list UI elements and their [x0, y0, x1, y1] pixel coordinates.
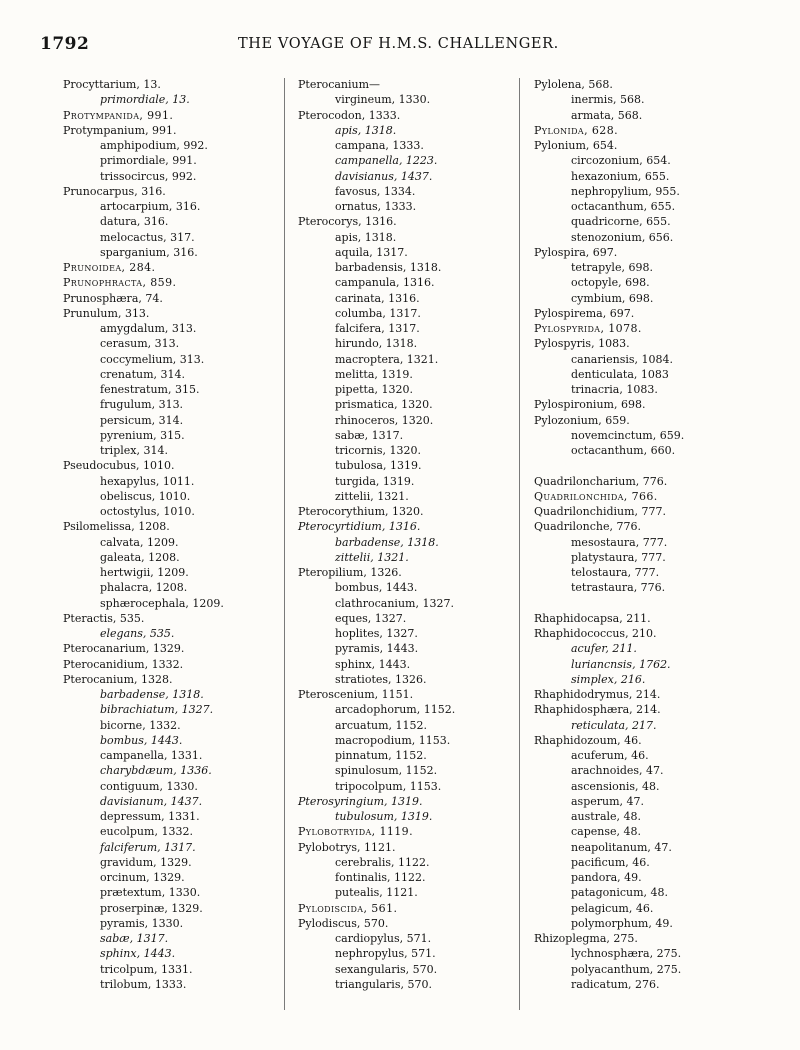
index-subentry: acufer, 211.	[571, 642, 637, 656]
index-subentry: campana, 1333.	[335, 139, 424, 152]
running-title: THE VOYAGE OF H.M.S. CHALLENGER.	[238, 36, 559, 52]
index-subentry: elegans, 535.	[100, 627, 175, 640]
index-subentry: tetrapyle, 698.	[571, 261, 653, 274]
index-subentry: aquila, 1317.	[335, 245, 408, 259]
index-subentry: rhinoceros, 1320.	[335, 413, 434, 427]
index-subentry: novemcinctum, 659.	[571, 428, 685, 442]
index-subentry: contiguum, 1330.	[100, 779, 198, 793]
column-divider	[284, 78, 285, 1010]
index-subentry: bombus, 1443.	[100, 733, 183, 747]
index-subentry: pandora, 49.	[571, 871, 642, 884]
index-subentry: prismatica, 1320.	[335, 398, 433, 412]
index-entry: Pterocyrtidium, 1316.	[298, 520, 421, 534]
index-subentry: hoplites, 1327.	[335, 627, 418, 640]
index-subentry: campanella, 1223.	[335, 154, 438, 168]
index-subentry: pinnatum, 1152.	[335, 749, 427, 762]
letter-section-gap	[534, 458, 764, 473]
index-subentry: bicorne, 1332.	[100, 718, 181, 732]
index-subentry: falcifera, 1317.	[335, 322, 420, 335]
index-entry: Pterocorythium, 1320.	[298, 505, 424, 518]
index-column-3	[534, 77, 764, 992]
index-entry: Pseudocubus, 1010.	[63, 459, 175, 473]
index-subentry: galeata, 1208.	[100, 550, 180, 564]
index-subentry: persicum, 314.	[100, 413, 184, 427]
index-subentry: circozonium, 654.	[571, 154, 671, 168]
index-subentry: nephropylus, 571.	[335, 947, 436, 961]
index-entry: Quadrilonchida, 766.	[534, 489, 658, 503]
index-subentry: asperum, 47.	[571, 794, 645, 808]
index-subentry: primordiale, 991.	[100, 154, 197, 168]
index-entry: Pylobotrys, 1121.	[298, 840, 396, 854]
index-entry: Prunulum, 313.	[63, 306, 150, 320]
index-subentry: trissocircus, 992.	[100, 169, 197, 183]
index-subentry: inermis, 568.	[571, 93, 645, 107]
index-entry: Pylodiscida, 561.	[298, 901, 398, 915]
index-subentry: sphinx, 1443.	[335, 657, 411, 671]
index-subentry: simplex, 216.	[571, 672, 646, 686]
index-subentry: pyramis, 1443.	[335, 642, 419, 656]
index-entry: Rhaphidosphæra, 214.	[534, 703, 661, 717]
index-subentry: phalacra, 1208.	[100, 581, 188, 595]
index-subentry: gravidum, 1329.	[100, 855, 192, 869]
index-column-2	[298, 77, 503, 992]
index-subentry: artocarpium, 316.	[100, 200, 201, 213]
index-entry: Pterocodon, 1333.	[298, 108, 401, 122]
index-entry: Pylonium, 654.	[534, 139, 618, 152]
index-subentry: patagonicum, 48.	[571, 886, 669, 900]
index-entry: Pterocorys, 1316.	[298, 215, 397, 229]
index-subentry: davisianum, 1437.	[100, 794, 203, 808]
index-subentry: arachnoides, 47.	[571, 764, 664, 778]
index-subentry: bibrachiatum, 1327.	[100, 703, 214, 717]
index-entry: Prunosphæra, 74.	[63, 291, 163, 305]
index-subentry: triangularis, 570.	[335, 977, 432, 991]
index-entry: Rhaphidozoum, 46.	[534, 733, 642, 747]
page-number: 1792	[40, 34, 90, 54]
index-subentry: tricornis, 1320.	[335, 444, 421, 457]
index-entry: Rhaphidocapsa, 211.	[534, 611, 651, 625]
index-subentry: tricolpum, 1331.	[100, 962, 193, 976]
index-subentry: primordiale, 13.	[100, 93, 190, 107]
index-subentry: spinulosum, 1152.	[335, 764, 438, 778]
index-subentry: cymbium, 698.	[571, 291, 654, 305]
index-subentry: octacanthum, 655.	[571, 200, 676, 213]
index-entry: Pylozonium, 659.	[534, 413, 630, 427]
index-subentry: trinacria, 1083.	[571, 383, 658, 396]
index-subentry: macroptera, 1321.	[335, 352, 439, 366]
index-entry: Prunocarpus, 316.	[63, 184, 166, 198]
index-subentry: eucolpum, 1332.	[100, 825, 193, 839]
index-subentry: cerasum, 313.	[100, 337, 180, 351]
index-entry: Procyttarium, 13.	[63, 78, 161, 91]
index-entry: Pylonida, 628.	[534, 123, 618, 137]
index-subentry: polymorphum, 49.	[571, 916, 673, 930]
index-entry: Psilomelissa, 1208.	[63, 520, 170, 534]
index-entry: Protympanida, 991.	[63, 108, 174, 122]
index-subentry: columba, 1317.	[335, 306, 421, 320]
index-subentry: acuferum, 46.	[571, 749, 649, 762]
index-subentry: carinata, 1316.	[335, 291, 420, 305]
index-subentry: melitta, 1319.	[335, 367, 413, 381]
index-subentry: hexazonium, 655.	[571, 169, 670, 183]
index-subentry: barbadense, 1318.	[100, 688, 204, 701]
index-entry: Pterocanium, 1328.	[63, 672, 173, 686]
index-subentry: datura, 316.	[100, 215, 169, 229]
index-entry: Quadrilonchidium, 777.	[534, 505, 667, 518]
index-subentry: crenatum, 314.	[100, 367, 185, 381]
index-subentry: sabæ, 1317.	[100, 932, 169, 945]
index-subentry: amygdalum, 313.	[100, 322, 197, 335]
index-subentry: stratiotes, 1326.	[335, 672, 427, 686]
index-subentry: apis, 1318.	[335, 230, 397, 244]
index-entry: Pylospironium, 698.	[534, 398, 646, 412]
index-subentry: platystaura, 777.	[571, 550, 666, 564]
index-subentry: telostaura, 777.	[571, 566, 660, 579]
index-entry: Pylodiscus, 570.	[298, 916, 389, 930]
index-subentry: canariensis, 1084.	[571, 352, 674, 366]
index-subentry: sphinx, 1443.	[100, 947, 176, 961]
index-subentry: charybdæum, 1336.	[100, 764, 212, 778]
index-entry: Quadrilonche, 776.	[534, 520, 641, 534]
index-entry: Pylospyris, 1083.	[534, 337, 630, 351]
index-subentry: fenestratum, 315.	[100, 383, 200, 396]
column-divider	[519, 78, 520, 1010]
index-entry: Pteractis, 535.	[63, 611, 145, 625]
index-subentry: macropodium, 1153.	[335, 733, 451, 747]
index-subentry: neapolitanum, 47.	[571, 840, 672, 854]
index-subentry: amphipodium, 992.	[100, 139, 208, 152]
index-entry: Rhaphidococcus, 210.	[534, 627, 657, 640]
index-subentry: radicatum, 276.	[571, 977, 660, 991]
index-subentry: virgineum, 1330.	[335, 93, 431, 107]
index-subentry: reticulata, 217.	[571, 718, 657, 732]
index-subentry: cerebralis, 1122.	[335, 855, 430, 869]
index-subentry: calvata, 1209.	[100, 535, 179, 549]
index-subentry: pipetta, 1320.	[335, 383, 413, 396]
index-subentry: fontinalis, 1122.	[335, 871, 426, 884]
index-subentry: apis, 1318.	[335, 123, 397, 137]
index-subentry: proserpinæ, 1329.	[100, 901, 203, 915]
index-subentry: hexapylus, 1011.	[100, 474, 195, 488]
index-subentry: eques, 1327.	[335, 611, 407, 625]
index-subentry: turgida, 1319.	[335, 474, 415, 488]
index-subentry: mesostaura, 777.	[571, 535, 668, 549]
index-subentry: hirundo, 1318.	[335, 337, 418, 351]
index-subentry: barbadensis, 1318.	[335, 261, 442, 274]
index-subentry: coccymelium, 313.	[100, 352, 205, 366]
index-subentry: quadricorne, 655.	[571, 215, 671, 229]
index-subentry: tubulosum, 1319.	[335, 810, 433, 823]
letter-section-gap	[534, 596, 764, 611]
index-subentry: nephropylium, 955.	[571, 184, 680, 198]
index-subentry: sabæ, 1317.	[335, 428, 404, 442]
index-subentry: luriancnsis, 1762.	[571, 657, 671, 671]
index-subentry: pyrenium, 315.	[100, 428, 185, 442]
index-subentry: obeliscus, 1010.	[100, 489, 191, 503]
index-subentry: trilobum, 1333.	[100, 977, 187, 991]
index-subentry: orcinum, 1329.	[100, 871, 185, 884]
index-entry: Rhizoplegma, 275.	[534, 932, 638, 945]
index-subentry: campanula, 1316.	[335, 276, 435, 290]
index-subentry: arcuatum, 1152.	[335, 718, 428, 732]
index-entry: Prunophracta, 859.	[63, 276, 177, 290]
index-subentry: putealis, 1121.	[335, 886, 418, 900]
index-entry: Pylobotryida, 1119.	[298, 825, 413, 839]
page-header	[0, 28, 800, 58]
index-subentry: capense, 48.	[571, 825, 641, 839]
index-subentry: polyacanthum, 275.	[571, 962, 682, 976]
index-subentry: pelagicum, 46.	[571, 901, 654, 915]
index-subentry: tripocolpum, 1153.	[335, 779, 442, 793]
index-subentry: arcadophorum, 1152.	[335, 703, 456, 717]
index-subentry: favosus, 1334.	[335, 184, 416, 198]
index-subentry: sexangularis, 570.	[335, 962, 438, 976]
index-subentry: campanella, 1331.	[100, 749, 203, 762]
index-subentry: clathrocanium, 1327.	[335, 596, 454, 610]
index-entry: Pylolena, 568.	[534, 78, 613, 91]
index-subentry: octacanthum, 660.	[571, 444, 676, 457]
index-entry: Protympanium, 991.	[63, 123, 177, 137]
index-subentry: pyramis, 1330.	[100, 916, 184, 930]
index-subentry: frugulum, 313.	[100, 398, 184, 412]
index-subentry: prætextum, 1330.	[100, 886, 201, 900]
index-entry: Pylospira, 697.	[534, 245, 618, 259]
index-entry: Pteropilium, 1326.	[298, 566, 402, 579]
index-subentry: bombus, 1443.	[335, 581, 418, 595]
index-subentry: falciferum, 1317.	[100, 840, 196, 854]
index-subentry: denticulata, 1083	[571, 367, 669, 381]
index-subentry: armata, 568.	[571, 108, 643, 122]
index-subentry: hertwigii, 1209.	[100, 566, 189, 579]
index-subentry: triplex, 314.	[100, 444, 168, 457]
index-subentry: lychnosphæra, 275.	[571, 947, 682, 961]
index-subentry: ornatus, 1333.	[335, 200, 417, 213]
index-entry: Pterocanarium, 1329.	[63, 642, 185, 656]
index-entry: Pterosyringium, 1319.	[298, 794, 423, 808]
index-subentry: davisianus, 1437.	[335, 169, 433, 183]
index-column-1	[63, 77, 263, 992]
index-entry: Prunoidea, 284.	[63, 261, 156, 274]
index-subentry: octopyle, 698.	[571, 276, 650, 290]
index-subentry: barbadense, 1318.	[335, 535, 439, 549]
index-entry: Pylospirema, 697.	[534, 306, 635, 320]
index-subentry: octostylus, 1010.	[100, 505, 195, 518]
index-subentry: pacificum, 46.	[571, 855, 650, 869]
index-entry: Pteroscenium, 1151.	[298, 688, 414, 701]
index-entry: Pylospyrida, 1078.	[534, 322, 642, 335]
index-entry: Pterocanidium, 1332.	[63, 657, 184, 671]
index-subentry: zittelii, 1321.	[335, 550, 409, 564]
index-entry: Pterocanium—	[298, 78, 381, 91]
index-subentry: tubulosa, 1319.	[335, 459, 422, 473]
index-subentry: depressum, 1331.	[100, 810, 200, 823]
index-entry: Rhaphidodrymus, 214.	[534, 688, 661, 701]
index-subentry: sphærocephala, 1209.	[100, 596, 224, 610]
index-subentry: melocactus, 317.	[100, 230, 195, 244]
index-subentry: ascensionis, 48.	[571, 779, 660, 793]
index-entry: Quadriloncharium, 776.	[534, 474, 668, 488]
index-subentry: stenozonium, 656.	[571, 230, 674, 244]
index-subentry: zittelii, 1321.	[335, 489, 409, 503]
index-subentry: tetrastaura, 776.	[571, 581, 666, 595]
index-subentry: sparganium, 316.	[100, 245, 198, 259]
index-subentry: australe, 48.	[571, 810, 642, 823]
index-subentry: cardiopylus, 571.	[335, 932, 432, 945]
